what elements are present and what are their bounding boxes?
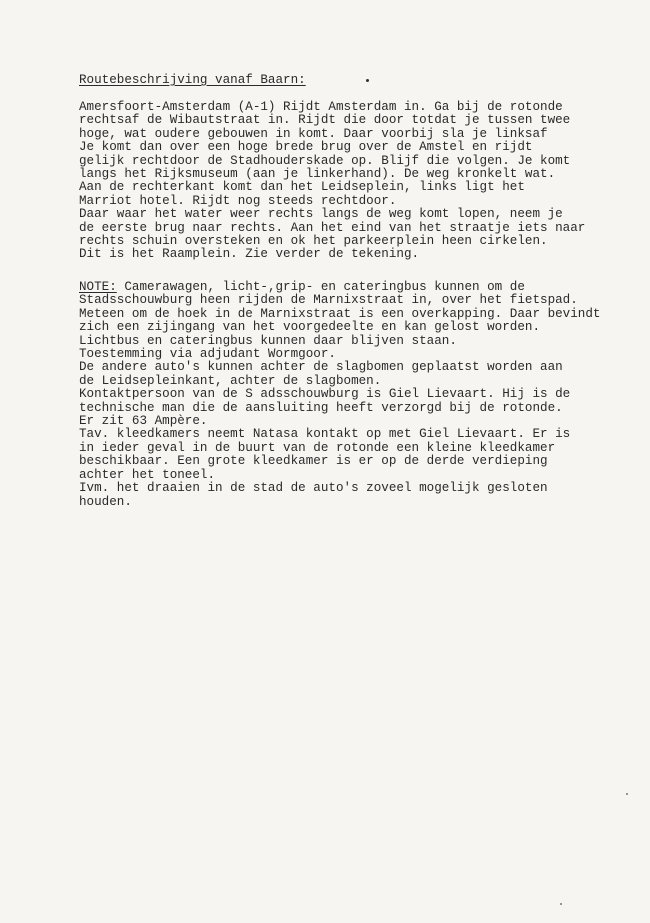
note-line: technische man die de aansluiting heeft verzorgd bij de rotonde. bbox=[79, 400, 563, 415]
note-line: Er zit 63 Ampère. bbox=[79, 414, 208, 429]
route-line: de eerste brug naar rechts. Aan het eind van het straatje iets naar bbox=[79, 220, 586, 235]
note-line: de Leidsepleinkant, achter de slagbomen. bbox=[79, 373, 382, 388]
route-line: Amersfoort-Amsterdam (A-1) Rijdt Amsterdam in. Ga bij de rotonde bbox=[79, 100, 563, 114]
note-line: Tav. kleedkamers neemt Natasa kontakt op met Giel Lievaart. Er is bbox=[79, 427, 571, 442]
paper-speck bbox=[560, 903, 562, 905]
note-line: Toestemming via adjudant Wormgoor. bbox=[79, 347, 336, 362]
note-line: achter het toneel. bbox=[79, 467, 216, 482]
route-line: hoge, wat oudere gebouwen in komt. Daar voorbij sla je linksaf bbox=[79, 126, 548, 141]
note-line: zich een zijingang van het voorgedeelte en kan gelost worden. bbox=[79, 320, 541, 335]
note-line: houden. bbox=[79, 494, 132, 509]
note-label: NOTE: bbox=[79, 280, 117, 294]
note-line: Meteen om de hoek in de Marnixstraat is een overkapping. Daar bevindt bbox=[79, 306, 601, 321]
route-line: Marriot hotel. Rijdt nog steeds rechtdoor. bbox=[79, 193, 397, 208]
route-line: rechts schuin oversteken en ok het parkeerplein heen cirkelen. bbox=[79, 234, 548, 249]
route-line: Daar waar het water weer rechts langs de weg komt lopen, neem je bbox=[79, 207, 563, 222]
route-line: Aan de rechterkant komt dan het Leidseplein, links ligt het bbox=[79, 180, 525, 195]
note-line: Kontaktpersoon van de S adsschouwburg is Giel Lievaart. Hij is de bbox=[79, 387, 571, 402]
note-first-line bbox=[79, 281, 600, 294]
route-description bbox=[79, 101, 585, 262]
note-first-line-text: Camerawagen, licht-,grip- en cateringbus kunnen om de bbox=[116, 280, 525, 294]
route-line: langs het Rijksmuseum (aan je linkerhand). De weg kronkelt wat. bbox=[79, 167, 556, 182]
note-line: in ieder geval in de buurt van de rotonde een kleine kleedkamer bbox=[79, 440, 556, 455]
notes-section bbox=[79, 281, 600, 509]
note-line: Lichtbus en cateringbus kunnen daar blijven staan. bbox=[79, 333, 457, 348]
paper-speck bbox=[626, 793, 628, 795]
note-line: Ivm. het draaien in de stad de auto's zoveel mogelijk gesloten bbox=[79, 481, 548, 496]
route-line: Je komt dan over een hoge brede brug over de Amstel en rijdt bbox=[79, 140, 533, 155]
note-line: De andere auto's kunnen achter de slagbomen geplaatst worden aan bbox=[79, 360, 563, 375]
route-line: gelijk rechtdoor de Stadhouderskade op. Blijf die volgen. Je komt bbox=[79, 153, 571, 168]
document-title: Routebeschrijving vanaf Baarn: bbox=[79, 73, 306, 87]
ink-dot bbox=[366, 79, 369, 82]
note-line: beschikbaar. Een grote kleedkamer is er op de derde verdieping bbox=[79, 454, 548, 469]
note-line: Stadsschouwburg heen rijden de Marnixstraat in, over het fietspad. bbox=[79, 293, 578, 308]
route-line: rechtsaf de Wibautstraat in. Rijdt die door totdat je tussen twee bbox=[79, 113, 571, 128]
route-line: Dit is het Raamplein. Zie verder de tekening. bbox=[79, 247, 420, 262]
